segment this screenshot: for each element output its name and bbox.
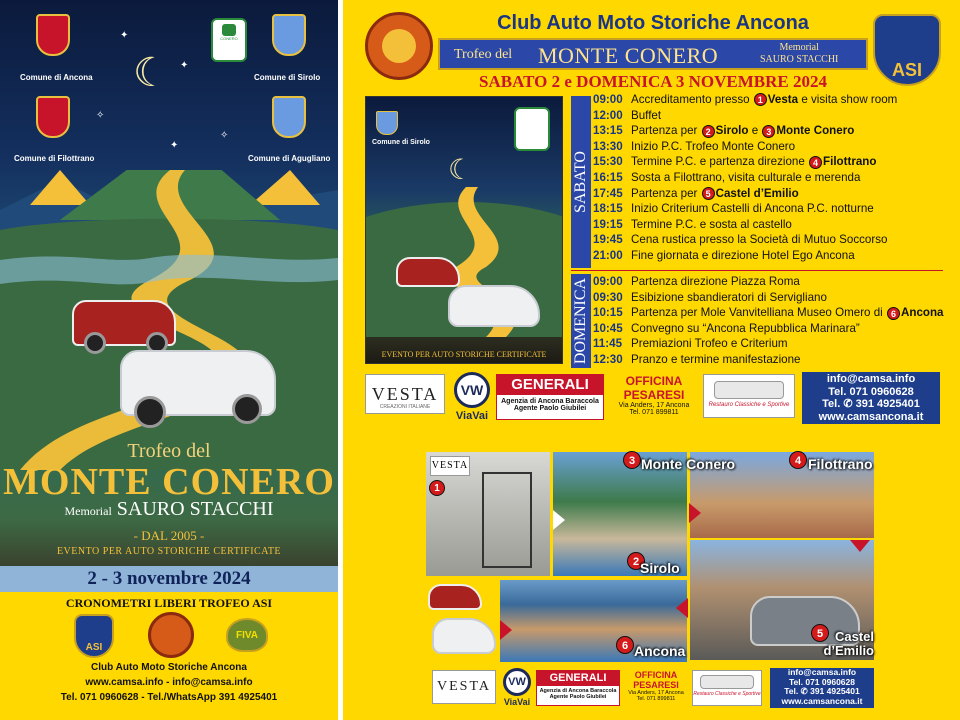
contact-email: info@camsa.info bbox=[787, 667, 857, 677]
pin-icon: 4 bbox=[789, 451, 807, 469]
moon-icon: ☾ bbox=[448, 154, 474, 185]
shelf-illustration bbox=[482, 472, 532, 568]
ancona-label: Ancona bbox=[634, 643, 686, 659]
comune-label: Comune di Sirolo bbox=[372, 139, 430, 146]
contact-email: info@camsa.info bbox=[826, 373, 916, 385]
generali-sub1: Agenzia di Ancona Baraccola bbox=[501, 398, 599, 405]
schedule-row bbox=[593, 321, 860, 337]
pin-icon: 4 bbox=[809, 156, 822, 169]
officina-line2: PESARESI bbox=[623, 388, 685, 402]
schedule-text bbox=[631, 233, 887, 246]
schedule-text bbox=[631, 322, 860, 335]
arrow-icon bbox=[500, 620, 512, 640]
schedule-time: 10:45 bbox=[593, 321, 623, 335]
schedule-post: e bbox=[748, 124, 762, 138]
ancona-crest-icon bbox=[36, 14, 70, 56]
schedule-row bbox=[593, 154, 876, 170]
schedule-divider bbox=[571, 270, 943, 271]
officina-address: Via Anders, 17 Ancona bbox=[628, 690, 684, 696]
memorial-line1: Memorial bbox=[779, 42, 819, 53]
officina-line1: OFFICINA bbox=[634, 670, 678, 680]
sirolo-crest-icon bbox=[272, 14, 306, 56]
agugliano-crest-icon bbox=[272, 96, 306, 138]
sabato-label: SABATO bbox=[572, 151, 589, 213]
officina-line1: OFFICINA bbox=[625, 374, 683, 388]
schedule-pre: Cena rustica presso la Società di Mutuo Soccorso bbox=[631, 233, 888, 247]
schedule-time: 12:00 bbox=[593, 108, 623, 122]
schedule-row bbox=[593, 248, 855, 264]
schedule-time: 19:45 bbox=[593, 233, 623, 247]
officina-phone: Tel. 071 899811 bbox=[629, 409, 679, 416]
schedule-pre: Partenza per bbox=[631, 186, 701, 200]
club-logo-icon bbox=[148, 612, 194, 658]
officina-address: Via Anders, 17 Ancona bbox=[618, 402, 690, 409]
memorial-line2: SAURO STACCHI bbox=[760, 54, 839, 65]
schedule-time: 11:45 bbox=[593, 337, 623, 351]
vw-logo-icon: VW bbox=[454, 372, 490, 408]
restauro-label: Restauro Classiche e Sportive bbox=[693, 691, 761, 697]
monte-conero-label: Monte Conero bbox=[641, 456, 736, 472]
generali-sub2: Agente Paolo Giubilei bbox=[549, 694, 607, 700]
viavai-label: ViaVai bbox=[503, 697, 531, 707]
car-sketch-icon bbox=[714, 381, 784, 399]
schedule-pre: Buffet bbox=[631, 108, 662, 122]
schedule-pre: Esibizione sbandieratori di Servigliano bbox=[631, 290, 827, 304]
trophy-title: MONTE CONERO bbox=[538, 43, 719, 68]
schedule-time: 09:30 bbox=[593, 290, 623, 304]
generali-name: GENERALI bbox=[497, 375, 603, 395]
trophy-band bbox=[438, 38, 868, 70]
wheel-icon bbox=[84, 332, 106, 354]
schedule-pre: Partenza direzione Piazza Roma bbox=[631, 275, 800, 288]
comune-label: Comune di Filottrano bbox=[14, 154, 95, 163]
generali-name: GENERALI bbox=[537, 671, 619, 686]
schedule-row bbox=[593, 92, 897, 108]
memorial-prefix: Memorial bbox=[64, 504, 112, 518]
schedule-text bbox=[631, 275, 800, 288]
mini-poster-caption: EVENTO PER AUTO STORICHE CERTIFICATE bbox=[381, 350, 547, 359]
schedule-text bbox=[631, 218, 792, 231]
contact-whatsapp: Tel. ✆ 391 4925401 bbox=[822, 398, 920, 410]
event-date-line: SABATO 2 e DOMENICA 3 NOVEMBRE 2024 bbox=[479, 72, 827, 91]
schedule-pre: Fine giornata e direzione Hotel Ego Ancona bbox=[631, 249, 855, 262]
schedule-pre: Termine P.C. e partenza direzione bbox=[631, 155, 809, 169]
schedule-pre: Inizio Criterium Castelli di Ancona P.C. notturne bbox=[631, 202, 874, 216]
contact-box bbox=[770, 668, 874, 708]
schedule-pre: Termine P.C. e sosta al castello bbox=[631, 217, 792, 231]
arrow-icon bbox=[553, 510, 565, 530]
schedule-time: 21:00 bbox=[593, 249, 623, 262]
officina-phone: Tel. 071 899811 bbox=[636, 696, 676, 702]
asi-logo-icon: ASI bbox=[873, 14, 941, 86]
domenica-tab bbox=[571, 274, 591, 368]
schedule-text bbox=[631, 93, 897, 106]
schedule-pre: Sosta a Filottrano, visita culturale e merenda bbox=[631, 171, 861, 184]
asi-logo-icon: ASI bbox=[74, 614, 114, 658]
club-web: www.camsa.info - info@camsa.info bbox=[85, 677, 253, 688]
schedule-time: 13:30 bbox=[593, 139, 623, 153]
star-icon: ✦ bbox=[180, 60, 189, 71]
schedule-row bbox=[593, 139, 795, 155]
schedule-row bbox=[593, 170, 860, 186]
schedule-row bbox=[593, 274, 800, 290]
mini-poster-image bbox=[365, 96, 563, 364]
pin-icon: 6 bbox=[887, 307, 900, 320]
officina-sponsor bbox=[622, 670, 690, 702]
wheel-icon bbox=[232, 394, 262, 424]
club-phone: Tel. 071 0960628 - Tel./WhatsApp 391 4925401 bbox=[60, 692, 278, 703]
restauro-sponsor-logo bbox=[703, 374, 795, 418]
schedule-text bbox=[631, 353, 801, 366]
since-year: - DAL 2005 - bbox=[133, 528, 205, 543]
comune-label: Comune di Agugliano bbox=[248, 154, 331, 163]
schedule-text bbox=[631, 140, 795, 153]
arrow-icon bbox=[689, 503, 701, 523]
viavai-label: ViaVai bbox=[455, 410, 489, 422]
schedule-row bbox=[593, 336, 788, 352]
schedule-post: e visita show room bbox=[798, 93, 898, 106]
schedule-text bbox=[631, 337, 788, 350]
club-logo-icon bbox=[365, 12, 433, 80]
vesta-sponsor-logo bbox=[432, 670, 496, 704]
red-car-illustration bbox=[428, 584, 482, 610]
restauro-label: Restauro Classiche e Sportive bbox=[708, 402, 790, 408]
event-dates: 2 - 3 novembre 2024 bbox=[0, 566, 338, 592]
schedule-time: 09:00 bbox=[593, 275, 623, 288]
car-sketch-icon bbox=[700, 675, 754, 689]
cronometri-line: CRONOMETRI LIBERI TROFEO ASI bbox=[65, 596, 273, 610]
officina-line2: PESARESI bbox=[633, 680, 679, 690]
schedule-pre: Premiazioni Trofeo e Criterium bbox=[631, 337, 788, 351]
vesta-name: VESTA bbox=[371, 384, 439, 404]
filottrano-label: Filottrano bbox=[808, 456, 873, 472]
contact-box bbox=[802, 372, 940, 424]
schedule-time: 13:15 bbox=[593, 124, 623, 138]
vw-logo-icon: VW bbox=[503, 668, 531, 696]
schedule-place: Ancona bbox=[900, 306, 944, 320]
pin-icon: 1 bbox=[754, 93, 767, 106]
cars-illustration bbox=[426, 580, 498, 662]
schedule-text bbox=[631, 202, 874, 215]
castel-emilio-label: Castel d’Emilio bbox=[823, 629, 874, 658]
generali-sub1: Agenzia di Ancona Baraccola bbox=[539, 688, 617, 694]
schedule-time: 19:15 bbox=[593, 217, 623, 231]
schedule-time: 15:30 bbox=[593, 155, 623, 169]
schedule-time: 18:15 bbox=[593, 202, 623, 216]
schedule-text bbox=[631, 187, 799, 200]
contact-whatsapp: Tel. ✆ 391 4925401 bbox=[784, 686, 860, 697]
schedule-text bbox=[631, 124, 854, 137]
pin-icon: 5 bbox=[702, 187, 715, 200]
schedule-text bbox=[631, 249, 855, 262]
white-car-illustration bbox=[432, 618, 496, 654]
vesta-logo: VESTA bbox=[430, 456, 470, 476]
schedule-place: Monte Conero bbox=[776, 124, 855, 138]
pin-icon: 5 bbox=[811, 624, 829, 642]
pin-icon: 1 bbox=[429, 480, 445, 496]
schedule-row bbox=[593, 186, 799, 202]
star-icon: ✦ bbox=[170, 140, 179, 151]
schedule-row bbox=[593, 217, 792, 233]
generali-sub2: Agente Paolo Giubilei bbox=[513, 405, 587, 412]
vesta-sub: CREAZIONI ITALIANE bbox=[379, 404, 431, 410]
schedule-row bbox=[593, 123, 854, 139]
pin-icon: 2 bbox=[627, 552, 645, 570]
schedule-time: 09:00 bbox=[593, 93, 623, 106]
vesta-showroom-photo bbox=[426, 452, 550, 576]
wheel-icon bbox=[134, 396, 166, 428]
park-logo-icon bbox=[514, 107, 550, 151]
schedule-time: 10:15 bbox=[593, 306, 623, 320]
schedule-row bbox=[593, 352, 801, 368]
schedule-place: Filottrano bbox=[823, 155, 877, 169]
schedule-place: Castel d’Emilio bbox=[715, 186, 799, 200]
comune-label: Comune di Sirolo bbox=[254, 73, 321, 82]
schedule-pre: Convegno su “Ancona Repubblica Marinara” bbox=[631, 321, 860, 335]
arrow-icon bbox=[850, 540, 870, 552]
club-name: Club Auto Moto Storiche Ancona bbox=[91, 662, 247, 673]
schedule-pre: Partenza per Mole Vanvitelliana Museo Omero di bbox=[631, 306, 886, 320]
schedule-time: 16:15 bbox=[593, 171, 623, 184]
sabato-tab bbox=[571, 96, 591, 268]
generali-sponsor-logo bbox=[536, 670, 620, 706]
star-icon: ✧ bbox=[220, 130, 229, 141]
pin-icon: 3 bbox=[623, 451, 641, 469]
schedule-pre: Inizio P.C. Trofeo Monte Conero bbox=[631, 139, 796, 153]
contact-phone: Tel. 071 0960628 bbox=[828, 385, 914, 398]
park-logo-icon bbox=[211, 18, 247, 62]
moon-icon: ☾ bbox=[133, 51, 169, 95]
schedule-place: Vesta bbox=[767, 93, 799, 106]
sirolo-label: Sirolo bbox=[640, 560, 680, 576]
restauro-sponsor-logo bbox=[692, 670, 762, 706]
schedule-pre: Accreditamento presso bbox=[631, 93, 753, 106]
star-icon: ✧ bbox=[96, 110, 105, 121]
domenica-label: DOMENICA bbox=[572, 277, 589, 365]
generali-sponsor-logo bbox=[496, 374, 604, 420]
fiva-logo-icon: FIVA bbox=[226, 618, 268, 652]
schedule-text bbox=[631, 109, 661, 122]
schedule-row bbox=[593, 201, 874, 217]
filottrano-crest-icon bbox=[36, 96, 70, 138]
schedule-place: Sirolo bbox=[715, 124, 749, 138]
contact-web: www.camsancona.it bbox=[818, 410, 924, 423]
trophy-prefix: Trofeo del bbox=[127, 440, 211, 462]
comune-label: Comune di Ancona bbox=[20, 73, 93, 82]
star-icon: ✦ bbox=[120, 30, 129, 41]
contact-phone: Tel. 071 0960628 bbox=[788, 676, 855, 687]
left-poster bbox=[0, 0, 338, 720]
memorial-line bbox=[0, 498, 338, 521]
schedule-time: 17:45 bbox=[593, 186, 623, 200]
schedule-row bbox=[593, 108, 661, 124]
arrow-icon bbox=[676, 598, 688, 618]
poster-title: MONTE CONERO bbox=[3, 461, 335, 503]
sirolo-crest-icon bbox=[376, 111, 398, 135]
trophy-prefix: Trofeo del bbox=[454, 47, 513, 62]
schedule-text bbox=[631, 291, 827, 304]
officina-sponsor bbox=[609, 374, 699, 416]
memorial-name: SAURO STACCHI bbox=[116, 498, 274, 520]
schedule-pre: Pranzo e termine manifestazione bbox=[631, 353, 801, 366]
vesta-name: VESTA bbox=[437, 679, 491, 694]
schedule-text bbox=[631, 306, 944, 319]
club-name: Club Auto Moto Storiche Ancona bbox=[497, 12, 809, 34]
schedule-row bbox=[593, 232, 887, 248]
white-car-illustration bbox=[448, 285, 540, 327]
schedule-text bbox=[631, 171, 860, 184]
event-tagline: EVENTO PER AUTO STORICHE CERTIFICATE bbox=[56, 546, 282, 557]
schedule-row bbox=[593, 305, 944, 321]
red-car-illustration bbox=[396, 257, 460, 287]
park-logo-text: CONERO bbox=[220, 36, 238, 41]
contact-web: www.camsancona.it bbox=[781, 695, 863, 706]
pin-icon: 6 bbox=[616, 636, 634, 654]
schedule-pre: Partenza per bbox=[631, 124, 701, 138]
pin-icon: 3 bbox=[762, 125, 775, 138]
memorial bbox=[760, 42, 838, 66]
pin-icon: 2 bbox=[702, 125, 715, 138]
schedule-panel bbox=[343, 0, 960, 440]
schedule-text bbox=[631, 155, 876, 168]
schedule-row bbox=[593, 290, 827, 306]
schedule-time: 12:30 bbox=[593, 353, 623, 366]
